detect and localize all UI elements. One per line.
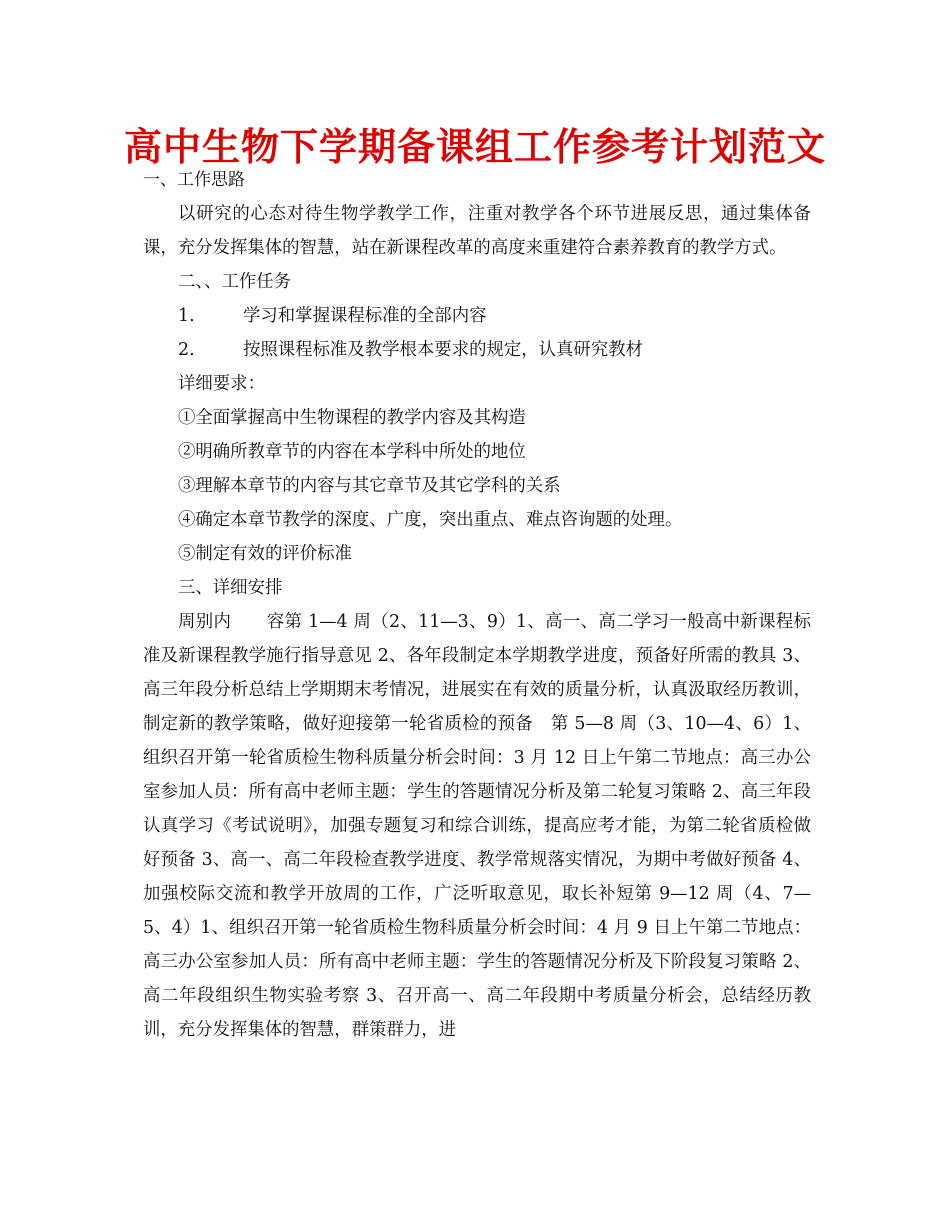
requirement-item: ②明确所教章节的内容在本学科中所处的地位 bbox=[178, 442, 526, 462]
requirement-item: ⑤制定有效的评价标准 bbox=[178, 544, 352, 564]
requirement-item: ④确定本章节教学的深度、广度，突出重点、难点咨询题的处理。 bbox=[178, 510, 683, 530]
task-number: 1. bbox=[178, 306, 195, 326]
requirements-label: 详细要求： bbox=[178, 374, 265, 394]
document-title: 高中生物下学期备课组工作参考计划范文 bbox=[123, 125, 826, 169]
section-heading-work-ideas: 一、工作思路 bbox=[143, 170, 245, 190]
task-text: 按照课程标准及教学根本要求的规定，认真研究教材 bbox=[243, 340, 643, 360]
requirement-item: ①全面掌握高中生物课程的教学内容及其构造 bbox=[178, 408, 526, 428]
task-number: 2. bbox=[178, 340, 195, 360]
task-text: 学习和掌握课程标准的全部内容 bbox=[243, 306, 487, 326]
section-paragraph-schedule: 周别内 容第 1—4 周（2、11—3、9）1、高一、高二学习一般高中新课程标准及新课程教学施行指导意见 2、各年段制定本学期教学进度，预备好所需的教具 3、高三年段分析总结上学期期末考情况，进展实在有效的质量分析，认真汲取经历教训，制定新的教学策略，做好迎接第一轮省质检的预备 第 5—8 周（3、10—4、6）1、组织召开第一轮省质检生物科质量分析会时间：3 月 12 日上午第二节地点：高三办公室参加人员：所有高中老师主题：学生的答题情况分析及第二轮复习策略 2、高三年段认真学习《考试说明》，加强专题复习和综合训练，提高应考才能，为第二轮省质检做好预备 3、高一、高二年段检查教学进度、教学常规落实情况，为期中考做好预备 4、加强校际交流和教学开放周的工作，广泛听取意见，取长补短第 9—12 周（4、7—5、4）1、组织召开第一轮省质检生物科质量分析会时间：4 月 9 日上午第二节地点：高三办公室参加人员：所有高中老师主题：学生的答题情况分析及下阶段复习策略 2、高二年段组织生物实验考察 3、召开高一、高二年段期中考质量分析会，总结经历教训，充分发挥集体的智慧，群策群力，进 bbox=[143, 612, 811, 1040]
section-heading-work-tasks: 二、、工作任务 bbox=[178, 272, 292, 292]
task-item bbox=[143, 333, 811, 367]
task-item bbox=[143, 299, 811, 333]
section-heading-detailed-schedule: 三、详细安排 bbox=[178, 578, 283, 598]
requirement-item: ③理解本章节的内容与其它章节及其它学科的关系 bbox=[178, 476, 561, 496]
section-paragraph-work-ideas: 以研究的心态对待生物学教学工作，注重对教学各个环节进展反思，通过集体备课，充分发挥集体的智慧，站在新课程改革的高度来重建符合素养教育的教学方式。 bbox=[143, 204, 811, 258]
document-body bbox=[143, 197, 811, 1047]
